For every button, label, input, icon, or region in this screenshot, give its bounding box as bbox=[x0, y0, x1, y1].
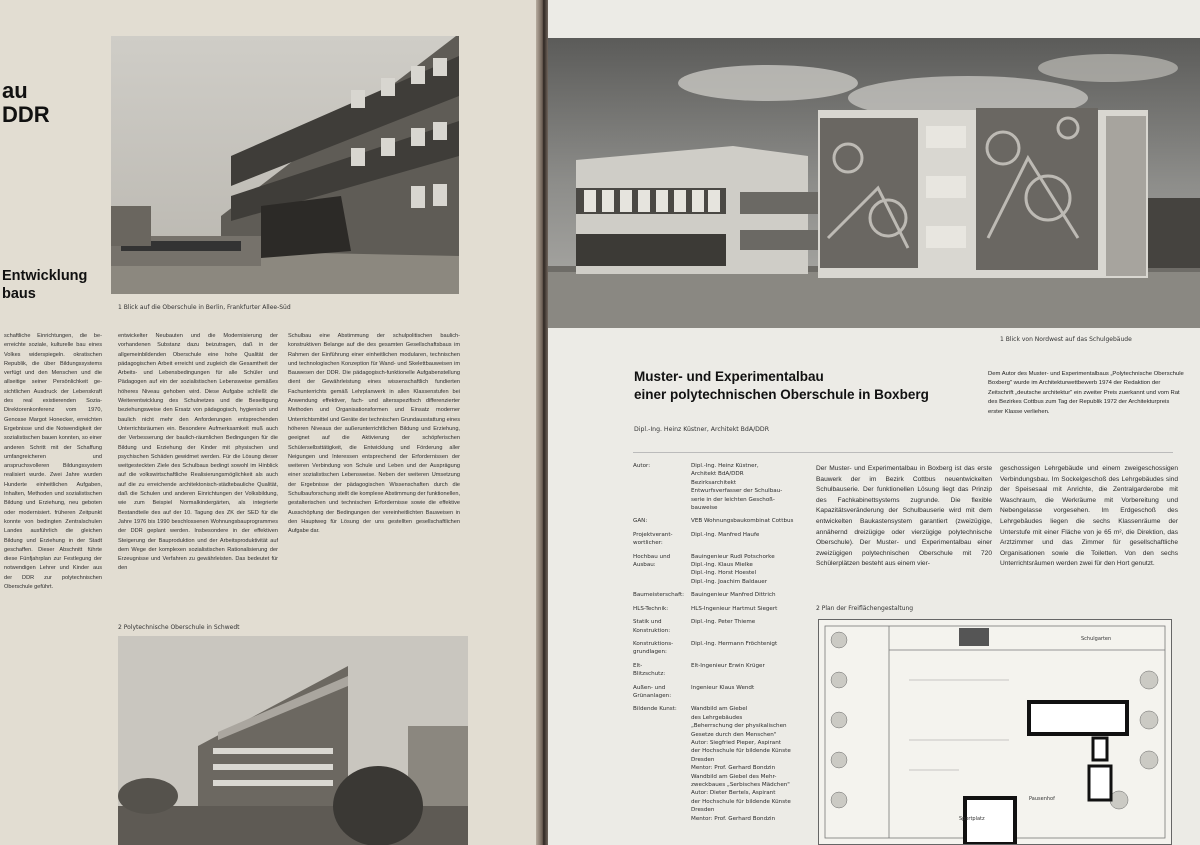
heading-fragment-2: DDR bbox=[2, 102, 50, 127]
title-line-1: Muster- und Experimentalbau bbox=[634, 369, 824, 384]
credit-row bbox=[633, 705, 808, 823]
credit-name: Wandbild am Giebel des Lehrgebäudes „Beherrschung der physikalischen Gesetze durch den Menschen" Autor: Siegfried Pieper, Aspirant der Hochschule für bildende Künste Dresden Mentor: Prof. Gerhard Bondzin Wandbild am Giebel des Mehr- zweckbaues „Serbisches Mädchen" Autor: Dieter Bertels, Aspirant der Hochschule für bildende Künste Dresden Mentor: Prof. Gerhard Bondzin bbox=[691, 706, 791, 822]
school-photo-berlin bbox=[111, 36, 459, 294]
credit-role: Außen- und Grünanlagen: bbox=[633, 684, 672, 699]
credit-row bbox=[633, 553, 808, 587]
plan-label-yard: Pausenhof bbox=[1029, 796, 1055, 802]
photo-caption: 1 Blick von Nordwest auf das Schulgebäude bbox=[1000, 336, 1132, 343]
credit-role: GAN: bbox=[633, 518, 648, 525]
text-column-3: Schulbau eine Abstimmung der schulpolitischen baulich-konstruktiven Belange auf die des gesamten Gesellschaftsbaus im Rahmen der Einführung einer einheitlichen modularen, technischen und technologischen Konzeption für Wand- und Skelettbauweisen im Bauwesen der DDR. Die pädagogisch-funktionelle Aufgabenstellung dient der Gewährleistung eines wissenschaftlich fundierten Fachunterrichts gemäß Lehrplanwerk in allen Klassenstufen bei Anwendung effektiver, fach- und altersspezifisch differenzierter Methoden und Organisationsformen und Einsatz moderner Unterrichtsmittel und Geräte der technischen Grundausstattung eines höheren Niveaus der außerunterrichtlichen Bildung und Erziehung, geeignet auf die Aktivierung der schöpferischen Schülerselbsttätigkeit, die Entwicklung und Förderung aller Neigungen und Interessen entsprechend der Erfordernissen der weiteren Verbindung von Schule und Leben und der Ausprägung einer sozialistischen Lebensweise. Neben der weiteren Umsetzung der Ergebnisse der pädagogischen Wissenschaften durch die Schulbauforschung stellt die komplexe Abstimmung der funktionellen, gestalterischen und technischen Erfordernisse sowie die effektive Ausschöpfung der Bedingungen der vereinheitlichten Bauweisen in den Hauptweg für Lösung der uns gestellten gesellschaftlichen Aufgabe dar. bbox=[288, 333, 460, 535]
text-column-1: schaftliche Einrichtungen, die be- erreichte soziale, kulturelle bau eines Volkes widerspiegeln. okratischen Republik, die über Bildungssystems verfügt und den Menschen und die allseitige seiner Persönlichkeit ge- sichtlichen Ausdruck der Lebenskraft des real existierenden Sozia- Direktorenkonferenz vom 1970, Genosse Margot Honecker, erreichten Ergebnisse und die Notwendigkeit der sozialistischen bauen konnten, so einer anderen Schritt mit der Schaffung umfangreicheren und anspruchsvolleren Bildungssystem realisiert wurde. Zwei Jahre wurden Hunderte einheitlichen Aufgaben, Inhalten, Methoden und sozialistischen Bildung und Erziehung, neu geboten oder modernisiert. früheren Zeitpunkt konnte von bedingten Zentralschulen Landes ausführlich die gleichen Bildung und Erziehung in der Stadt geschaffen. Dieser Abschnitt führte diese Fünfjahrplan zur Festlegung der notwendigen Lehrer und Kinder aus der DDR zur polytechnischen Oberschule geführt. bbox=[4, 333, 102, 591]
divider bbox=[633, 452, 1173, 453]
credit-name: VEB Wohnungsbaukombinat Cottbus bbox=[691, 518, 794, 525]
credit-row bbox=[633, 531, 808, 548]
plan-label-sports: Sportplatz bbox=[959, 816, 985, 822]
credit-row bbox=[633, 684, 808, 701]
site-plan bbox=[818, 619, 1172, 845]
credits-list bbox=[633, 462, 808, 828]
photo2-caption: 2 Polytechnische Oberschule in Schwedt bbox=[118, 624, 240, 631]
credit-role: Projektverant- wortlicher: bbox=[633, 531, 673, 547]
credit-role: Konstruktions- grundlagen: bbox=[633, 640, 674, 656]
credit-row bbox=[633, 462, 808, 512]
credit-role: Bildende Kunst: bbox=[633, 706, 677, 713]
credit-name: Dipl.-Ing. Peter Thieme bbox=[691, 619, 756, 626]
boxberg-school-photo bbox=[548, 38, 1200, 328]
school-photo-schwedt bbox=[118, 636, 468, 845]
subheading-fragment-1: Entwicklung bbox=[2, 268, 88, 284]
credit-name: HLS-Ingenieur Hartmut Siegert bbox=[691, 605, 778, 612]
credit-row bbox=[633, 591, 808, 599]
credit-name: Elt-Ingenieur Erwin Krüger bbox=[691, 662, 765, 669]
credit-role: Statik und Konstruktion: bbox=[633, 619, 671, 634]
heading-fragment-1: au bbox=[2, 78, 28, 103]
credit-name: Bauingenieur Rudi Potschorke Dipl.-Ing. Klaus Mielke Dipl.-Ing. Horst Hoestel Dipl.-Ing. Joachim Baldauer bbox=[691, 553, 775, 585]
credit-row bbox=[633, 662, 808, 679]
text-column-2: entwickelter Neubauten und die Modernisierung der vorhandenen Substanz dazu beizutragen, daß in der allgemeinbildenden Oberschule eine hohe Qualität der pädagogischen Arbeit erreicht und zugleich die Gesamtheit der Arbeits- und Lebensbedingungen für alle Schüler und Pädagogen auf ein der sozialistischen Lebensweise gemäßes höheres Niveau gehoben wird. Diese Aufgabe schließt die Weiterentwicklung des Schulnetzes und die Beseitigung beziehungsweise den Ersatz von pädagogisch, hygienisch und baulich nicht mehr den Anforderungen entsprechenden Unterrichtsräumen ein. Besondere Aufmerksamkeit muß auch der Verbesserung der baulich-räumlichen Bedingungen für die Bildung und Erziehung der Kinder mit physischen und psychischen Schäden gewidmet werden. Für die Lösung dieser weitgesteckten Ziele des Schulbaus bedingt sowohl im Hinblick auf die volkswirtschaftliche Realisierungsmöglichkeit als auch auf die zu erreichende architektonisch-städtebauliche Qualität, daß die Schulen und anderen Einrichtungen der Volksbildung, wie zum Beispiel Normalkindergärten, als integrierte Bestandteile des auf der 10. Tagung des ZK der SED für die Jahre 1976 bis 1990 beschlossenen Wohnungsbauprogrammes der DDR geplant werden. Insbesondere in der effektiven Steigerung der Bauproduktion und der Arbeitsproduktivität auf dem Wege der komplexen sozialistischen Rationalisierung der Erzeugnisse und Verfahren zu gewährleisten. Das bedeutet für den bbox=[118, 333, 278, 572]
award-note: Dem Autor des Muster- und Experimentalbaus „Polytechnische Oberschule Boxberg" wurde im Architekturwettbewerb 1974 der Redaktion der Zeitschrift „deutsche architektur" ein zweiter Preis zuerkannt und vom Rat des Bezirkes Cottbus zum Tag der Republik 1972 der Architekturpreis erster Klasse verliehen. bbox=[988, 371, 1184, 415]
plan-label-garden: Schulgarten bbox=[1081, 636, 1112, 642]
credit-row bbox=[633, 605, 808, 613]
credit-name: Bauingenieur Manfred Dittrich bbox=[691, 592, 776, 599]
credit-name: Dipl.-Ing. Manfred Haufe bbox=[691, 531, 760, 538]
plan-caption: 2 Plan der Freiflächengestaltung bbox=[816, 605, 914, 612]
article-title bbox=[634, 368, 929, 404]
credit-role: HLS-Technik: bbox=[633, 605, 669, 612]
credit-role: Hochbau und Ausbau: bbox=[633, 553, 671, 569]
body-column-1: Der Muster- und Experimentalbau in Boxberg ist das erste Bauwerk der im Bezirk Cottbus neuentwickelten Schulbauserie. Der funktionellen Lösung liegt das Prinzip des Fachkabinettsystems zugrunde. Die flexible Kapazitätsveränderung der Schulbauserie wird mit dem entwickelten Baukastensystem garantiert (zweizügige, annähernd dreizügige oder vierzügige polytechnische Oberschule). Der Muster- und Experimentalbau einer zweizügigen polytechnischen Oberschule mit 720 Schülerplätzen besteht aus einem vier- bbox=[816, 465, 992, 568]
subheading-fragment-2: baus bbox=[2, 286, 36, 302]
body-column-2: geschossigen Lehrgebäude und einem zweigeschossigen Verbindungsbau. Im Sockelgeschoß des Lehrgebäudes sind der Speisesaal mit Anrichte, die Zentralgarderobe mit Waschraum, die Werkräume mit Vorbereitung und Nebengelasse vorgesehen. Im Erdgeschoß des Lehrgebäudes liegen die sechs Klassenräume der Unterstufe mit einer Fläche von je 65 m², die Direktion, das Arztzimmer und das Zimmer für gesellschaftliche Organisationen sowie die Toiletten. Von den sechs Unterrichtsräumen werden zwei für den Hort genutzt. bbox=[1000, 465, 1178, 568]
photo1-caption: 1 Blick auf die Oberschule in Berlin, Frankfurter Allee-Süd bbox=[118, 304, 291, 311]
credit-role: Autor: bbox=[633, 463, 651, 469]
credit-name: Dipl.-Ing. Heinz Küstner, Architekt BdA/DDR Bezirksarchitekt Entwurfsverfasser der Schulbau- serie in der leichten Geschoß- bauweise bbox=[691, 463, 783, 512]
credit-name: Dipl.-Ing. Hermann Fröchtenigt bbox=[691, 640, 778, 647]
credit-name: Ingenieur Klaus Wendt bbox=[691, 684, 755, 691]
credit-row bbox=[633, 517, 808, 525]
credit-role: Elt- Blitzschutz: bbox=[633, 662, 666, 678]
title-line-2: einer polytechnischen Oberschule in Boxberg bbox=[634, 387, 929, 402]
credit-role: Baumeisterschaft: bbox=[633, 592, 685, 599]
credit-row bbox=[633, 618, 808, 635]
credit-row bbox=[633, 640, 808, 657]
byline: Dipl.-Ing. Heinz Küstner, Architekt BdA/DDR bbox=[634, 426, 769, 433]
left-page bbox=[0, 0, 540, 845]
